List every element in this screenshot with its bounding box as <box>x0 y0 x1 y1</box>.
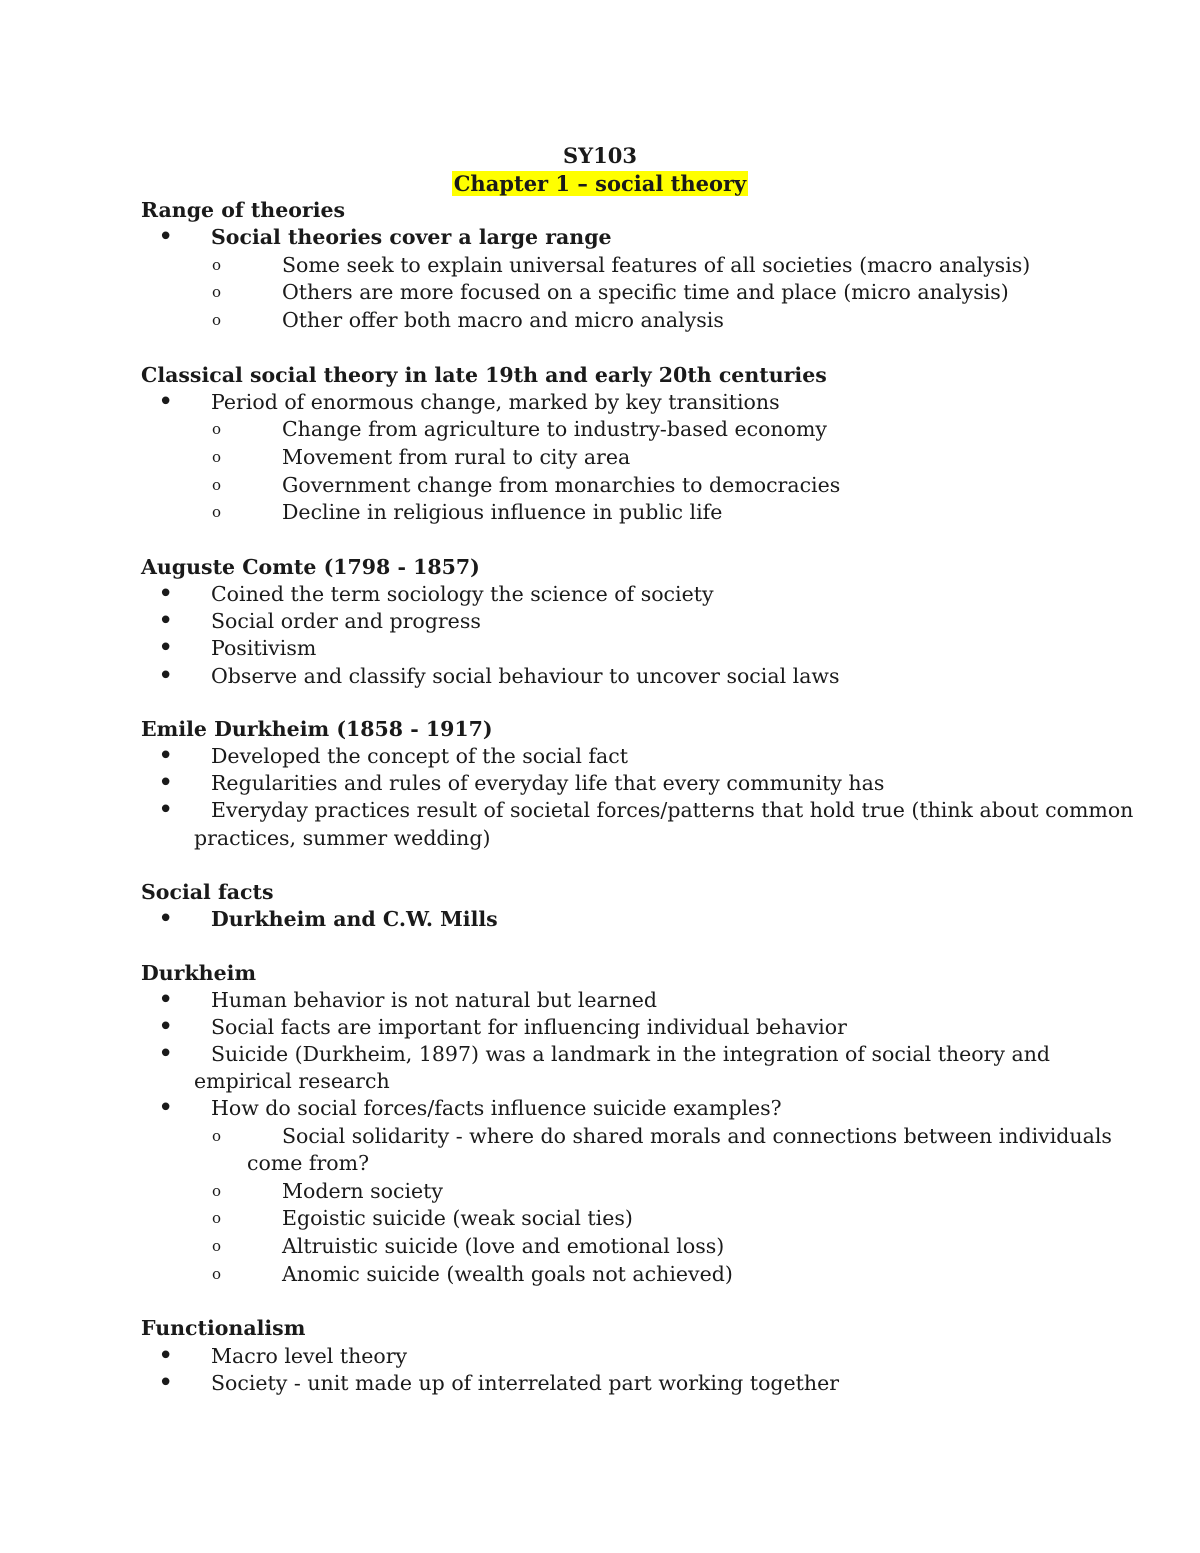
section-heading: Durkheim <box>141 961 257 985</box>
circle-bullet-icon: o <box>212 1182 222 1200</box>
chapter-title: Chapter 1 – social theory <box>453 171 747 196</box>
circle-bullet-icon: o <box>212 420 222 438</box>
bullet-item: Human behavior is not natural but learned <box>211 988 658 1012</box>
section-heading: Classical social theory in late 19th and early 20th centuries <box>141 363 827 387</box>
circle-bullet-icon: o <box>212 283 222 301</box>
bullet-icon: • <box>158 795 174 825</box>
bullet-icon: • <box>158 1093 174 1123</box>
bullet-icon: • <box>158 768 174 798</box>
section-heading: Social facts <box>141 880 274 904</box>
bullet-item: Suicide (Durkheim, 1897) was a landmark in the integration of social theory and <box>211 1042 1051 1066</box>
sub-bullet-item: Modern society <box>282 1179 443 1203</box>
bullet-item: Social facts are important for influencing individual behavior <box>211 1015 847 1039</box>
section-heading: Emile Durkheim (1858 - 1917) <box>141 717 493 741</box>
bullet-item: Social theories cover a large range <box>211 225 612 249</box>
bullet-icon: • <box>158 633 174 663</box>
circle-bullet-icon: o <box>212 476 222 494</box>
circle-bullet-icon: o <box>212 1237 222 1255</box>
bullet-icon: • <box>158 985 174 1015</box>
bullet-icon: • <box>158 222 174 252</box>
circle-bullet-icon: o <box>212 503 222 521</box>
sub-bullet-item: Movement from rural to city area <box>282 445 631 469</box>
sub-bullet-item: Altruistic suicide (love and emotional loss) <box>282 1234 725 1258</box>
bullet-icon: • <box>158 904 174 934</box>
bullet-icon: • <box>158 606 174 636</box>
bullet-icon: • <box>158 661 174 691</box>
bullet-icon: • <box>158 1368 174 1398</box>
sub-bullet-item: Egoistic suicide (weak social ties) <box>282 1206 633 1230</box>
circle-bullet-icon: o <box>212 256 222 274</box>
sub-bullet-item: Social solidarity - where do shared morals and connections between individuals <box>282 1124 1112 1148</box>
sub-bullet-item: Government change from monarchies to democracies <box>282 473 841 497</box>
sub-bullet-item: Some seek to explain universal features of all societies (macro analysis) <box>282 253 1031 277</box>
sub-bullet-item-continuation: come from? <box>247 1151 370 1175</box>
bullet-item: How do social forces/facts influence suicide examples? <box>211 1096 782 1120</box>
course-code: SY103 <box>563 143 637 168</box>
chapter-title-row <box>0 170 1200 198</box>
bullet-item: Positivism <box>211 636 317 660</box>
circle-bullet-icon: o <box>212 448 222 466</box>
bullet-item-continuation: practices, summer wedding) <box>194 826 491 850</box>
bullet-icon: • <box>158 741 174 771</box>
sub-bullet-item: Change from agriculture to industry-based economy <box>282 417 828 441</box>
bullet-icon: • <box>158 1012 174 1042</box>
bullet-item: Durkheim and C.W. Mills <box>211 907 498 931</box>
circle-bullet-icon: o <box>212 1127 222 1145</box>
sub-bullet-item: Anomic suicide (wealth goals not achieved) <box>282 1262 733 1286</box>
section-heading: Range of theories <box>141 198 346 222</box>
section-heading: Functionalism <box>141 1316 306 1340</box>
bullet-item: Observe and classify social behaviour to uncover social laws <box>211 664 840 688</box>
bullet-item: Regularities and rules of everyday life that every community has <box>211 771 885 795</box>
sub-bullet-item: Decline in religious influence in public life <box>282 500 723 524</box>
bullet-item: Coined the term sociology the science of society <box>211 582 714 606</box>
bullet-item: Developed the concept of the social fact <box>211 744 628 768</box>
bullet-item: Society - unit made up of interrelated part working together <box>211 1371 840 1395</box>
circle-bullet-icon: o <box>212 1265 222 1283</box>
circle-bullet-icon: o <box>212 311 222 329</box>
sub-bullet-item: Others are more focused on a specific time and place (micro analysis) <box>282 280 1009 304</box>
section-heading: Auguste Comte (1798 - 1857) <box>141 555 480 579</box>
sub-bullet-item: Other offer both macro and micro analysis <box>282 308 724 332</box>
bullet-icon: • <box>158 579 174 609</box>
bullet-icon: • <box>158 1039 174 1069</box>
circle-bullet-icon: o <box>212 1209 222 1227</box>
bullet-icon: • <box>158 387 174 417</box>
bullet-item-continuation: empirical research <box>194 1069 390 1093</box>
bullet-icon: • <box>158 1341 174 1371</box>
bullet-item: Macro level theory <box>211 1344 408 1368</box>
bullet-item: Social order and progress <box>211 609 481 633</box>
bullet-item: Period of enormous change, marked by key transitions <box>211 390 780 414</box>
bullet-item: Everyday practices result of societal forces/patterns that hold true (think about common <box>211 798 1134 822</box>
